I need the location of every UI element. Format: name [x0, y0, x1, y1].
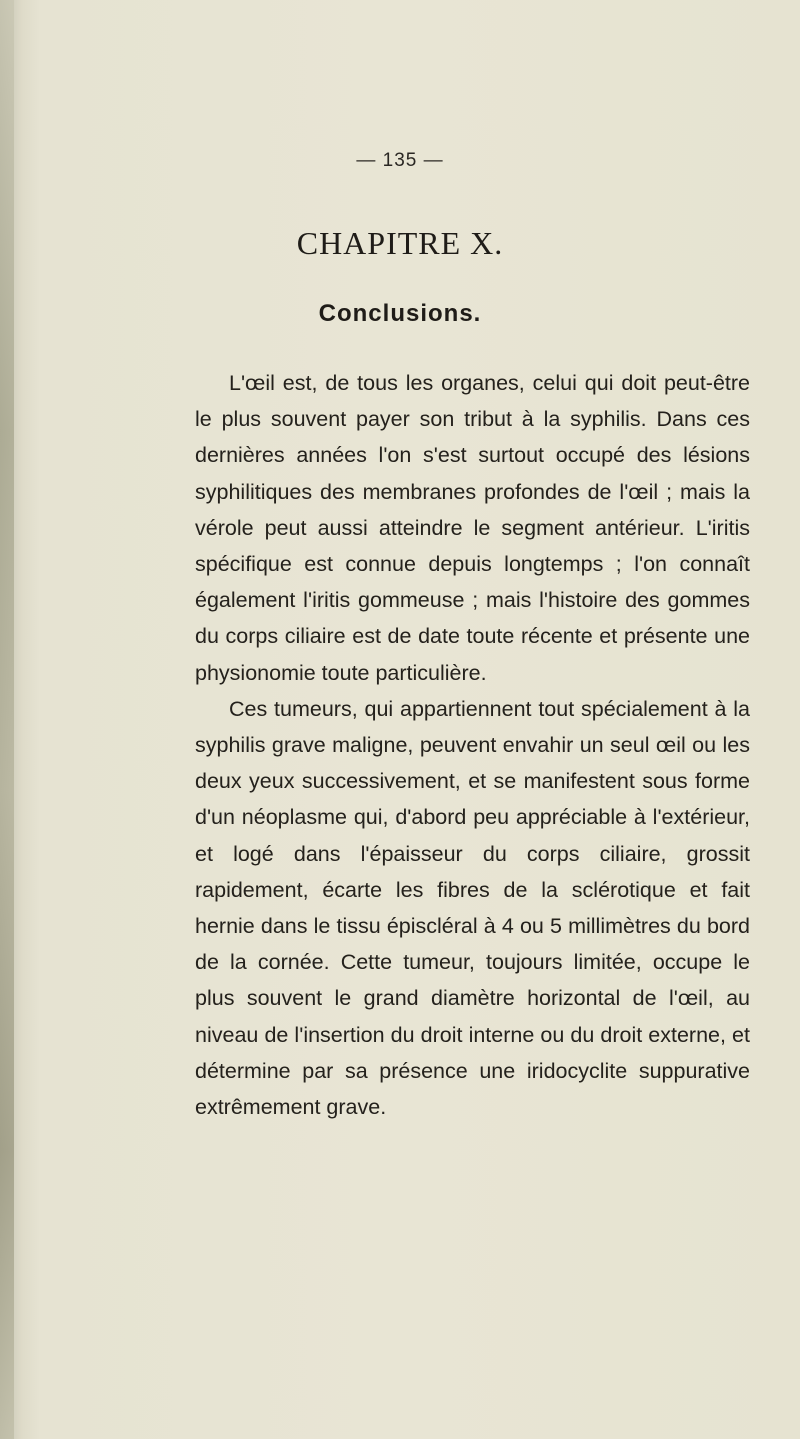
chapter-title: CHAPITRE X. [296, 225, 504, 261]
paragraph: L'œil est, de tous les organes, celui qui doit peut-être le plus souvent payer son tribut à la syphilis. Dans ces dernières années l'on s'est surtout occupé des lésions syphilitiques des membranes profondes de l'œil ; mais la vérole peut aussi atteindre le segment antérieur. L'iritis spécifique est connue depuis longtemps ; l'on connaît également l'iritis gommeuse ; mais l'histoire des gommes du corps ciliaire est de date toute récente et présente une physionomie toute particulière. [195, 371, 750, 685]
page-number: — 135 — [356, 150, 444, 171]
page-binding-edge [0, 0, 14, 1439]
section-title: Conclusions. [318, 300, 482, 327]
paragraph: Ces tumeurs, qui appartiennent tout spécialement à la syphilis grave maligne, peuvent envahir un seul œil ou les deux yeux successivement, et se manifestent sous forme d'un néoplasme qui, d'abord peu appréciable à l'extérieur, et logé dans l'épaisseur du corps ciliaire, grossit rapidement, écarte les fibres de la sclérotique et fait hernie dans le tissu épiscléral à 4 ou 5 millimètres du bord de la cornée. Cette tumeur, toujours limitée, occupe le plus souvent le grand diamètre horizontal de l'œil, au niveau de l'insertion du droit interne ou du droit externe, et détermine par sa présence une iridocyclite suppurative extrêmement grave. [195, 696, 750, 1120]
body-text [195, 365, 750, 1125]
